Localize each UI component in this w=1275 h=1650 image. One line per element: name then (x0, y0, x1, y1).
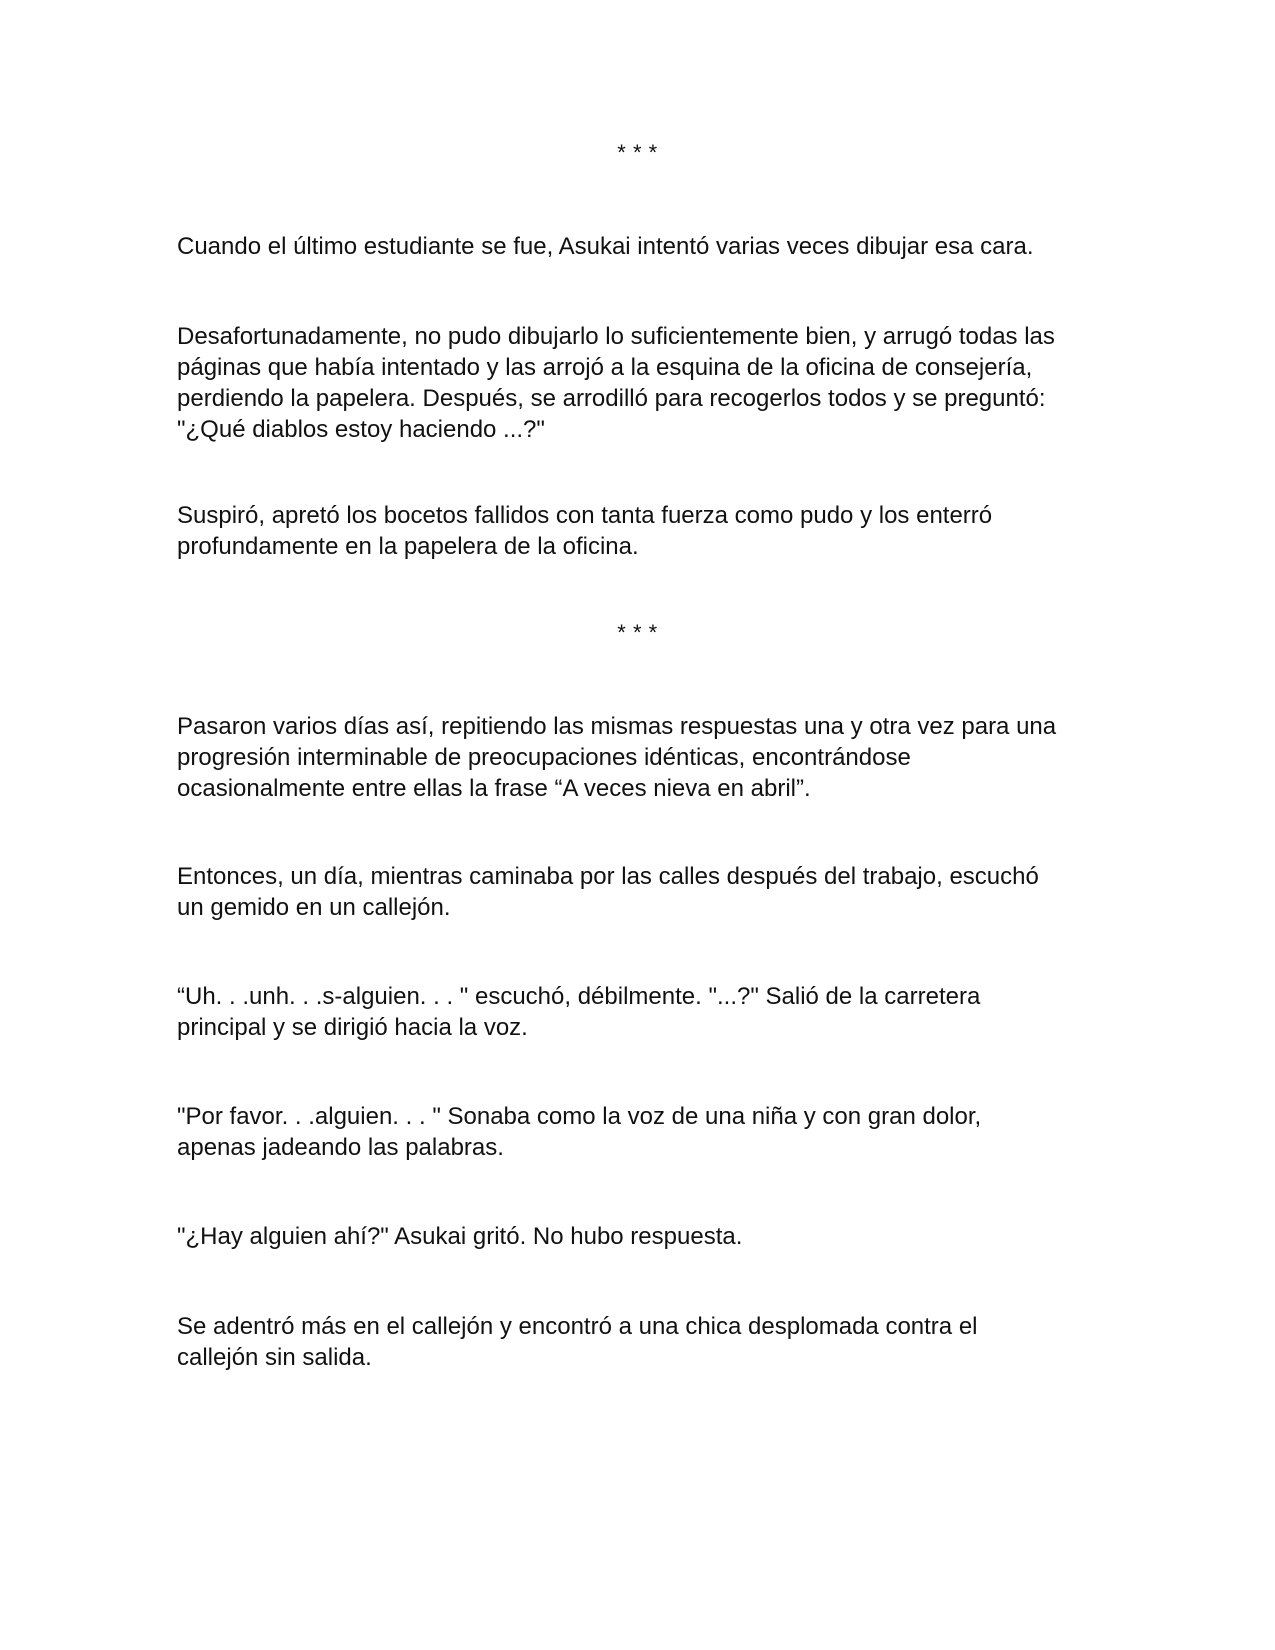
section-separator: * * * (617, 140, 658, 165)
paragraph-line: páginas que había intentado y las arrojó a la esquina de la oficina de consejería, (177, 354, 1033, 381)
paragraph-7 (177, 1101, 1107, 1163)
paragraph-line: progresión interminable de preocupaciones idénticas, encontrándose (177, 744, 911, 771)
paragraph-line: profundamente en la papelera de la oficina. (177, 533, 639, 560)
paragraph-8 (177, 1221, 1107, 1252)
paragraph-5 (177, 861, 1107, 923)
paragraph-line: callejón sin salida. (177, 1344, 372, 1371)
paragraph-line: “Uh. . .unh. . .s-alguien. . . " escuchó, débilmente. "...?" Salió de la carretera (177, 983, 981, 1010)
paragraph-line: un gemido en un callejón. (177, 894, 451, 921)
paragraph-line: Entonces, un día, mientras caminaba por las calles después del trabajo, escuchó (177, 863, 1039, 890)
paragraph-line: perdiendo la papelera. Después, se arrodilló para recogerlos todos y se preguntó: (177, 385, 1046, 412)
paragraph-line: "¿Qué diablos estoy haciendo ...?" (177, 416, 545, 443)
paragraph-line: Pasaron varios días así, repitiendo las mismas respuestas una y otra vez para una (177, 713, 1057, 740)
paragraph-line: "¿Hay alguien ahí?" Asukai gritó. No hubo respuesta. (177, 1223, 743, 1250)
paragraph-4 (177, 711, 1107, 804)
paragraph-6 (177, 981, 1107, 1043)
paragraph-line: "Por favor. . .alguien. . . " Sonaba como la voz de una niña y con gran dolor, (177, 1103, 982, 1130)
paragraph-line: Cuando el último estudiante se fue, Asukai intentó varias veces dibujar esa cara. (177, 233, 1034, 260)
paragraph-3 (177, 500, 1107, 562)
paragraph-line: Desafortunadamente, no pudo dibujarlo lo suficientemente bien, y arrugó todas las (177, 323, 1055, 350)
paragraph-line: principal y se dirigió hacia la voz. (177, 1014, 528, 1041)
paragraph-line: ocasionalmente entre ellas la frase “A veces nieva en abril”. (177, 775, 811, 802)
paragraph-line: apenas jadeando las palabras. (177, 1134, 504, 1161)
paragraph-2 (177, 321, 1107, 445)
section-separator: * * * (617, 620, 658, 645)
paragraph-9 (177, 1311, 1107, 1373)
paragraph-1 (177, 231, 1107, 262)
paragraph-line: Se adentró más en el callejón y encontró a una chica desplomada contra el (177, 1313, 978, 1340)
paragraph-line: Suspiró, apretó los bocetos fallidos con tanta fuerza como pudo y los enterró (177, 502, 993, 529)
